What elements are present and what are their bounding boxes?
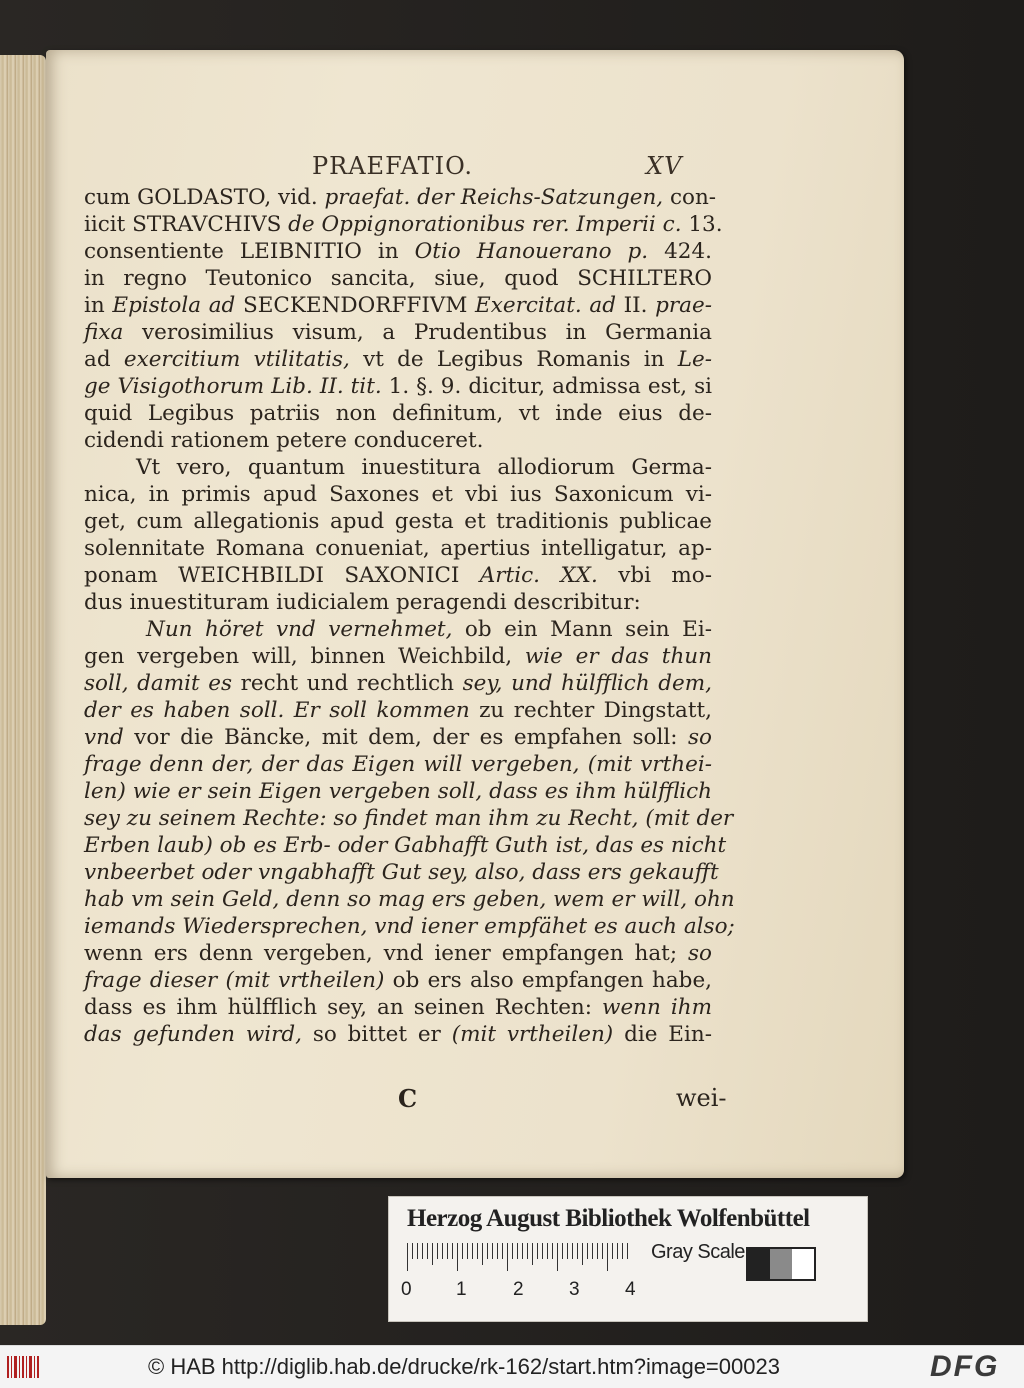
text-segment: wie er das thun: [524, 644, 712, 669]
text-line: [84, 724, 712, 751]
text-segment: recht und rechtlich: [232, 671, 463, 696]
ruler-tick: [497, 1243, 498, 1259]
text-segment: len) wie er sein Eigen vergeben soll, dass es ihm hülfflich: [84, 779, 712, 804]
ruler-tick: [442, 1243, 443, 1259]
ruler-tick: [592, 1243, 593, 1259]
text-segment: praefat. der Reichs-Satzungen,: [324, 185, 664, 210]
text-segment: ponam WEICHBILDI SAXONICI: [84, 563, 480, 588]
text-segment: sey zu seinem Rechte: so findet man ihm zu Recht, (mit der: [84, 806, 734, 831]
book-page: [46, 50, 904, 1178]
ruler-tick: [582, 1243, 583, 1265]
text-segment: quid Legibus patriis non definitum, vt inde eius de-: [84, 401, 712, 426]
text-segment: consentiente LEIBNITIO in: [84, 239, 415, 264]
text-line: [84, 481, 712, 508]
ruler-tick: [542, 1243, 543, 1259]
text-segment: iicit STRAVCHIVS: [84, 212, 289, 237]
text-segment: solennitate Romana conueniat, apertius intelligatur, ap-: [84, 536, 712, 561]
text-segment: ad: [84, 347, 124, 372]
ruler-tick: [417, 1243, 418, 1259]
ruler-tick: [452, 1243, 453, 1259]
text-line: [84, 211, 723, 238]
ruler-tick: [547, 1243, 548, 1259]
text-segment: nica, in primis apud Saxones et vbi ius Saxonicum vi-: [84, 482, 712, 507]
signature-mark: C: [398, 1084, 418, 1113]
text-segment: get, cum allegationis apud gesta et traditionis publicae: [84, 509, 712, 534]
ruler-tick: [527, 1243, 528, 1259]
running-head-title: PRAEFATIO.: [312, 152, 474, 180]
ruler-tick: [507, 1243, 508, 1271]
text-line: [84, 589, 712, 616]
text-segment: fixa: [84, 320, 124, 345]
text-segment: II.: [615, 293, 656, 318]
text-segment: frage denn der, der das Eigen will vergeben, (mit vrthei-: [84, 752, 712, 777]
text-line: [84, 1021, 712, 1048]
text-segment: 1. §. 9. dicitur, admissa est, si: [381, 374, 712, 399]
ruler-tick: [587, 1243, 588, 1259]
text-segment: Nun höret vnd vernehmet,: [146, 617, 453, 642]
text-segment: sey, und hülfflich dem,: [462, 671, 712, 696]
text-segment: so: [688, 725, 712, 750]
text-line: [84, 400, 712, 427]
gray-swatch: [748, 1249, 770, 1279]
text-segment: vt de Legibus Romanis in: [349, 347, 678, 372]
text-line: [84, 778, 712, 805]
text-segment: wenn ers denn vergeben, vnd iener empfangen hat;: [84, 941, 689, 966]
text-segment: wenn ihm: [602, 995, 713, 1020]
text-segment: Epistola ad: [112, 293, 236, 318]
text-segment: die Ein-: [613, 1022, 712, 1047]
text-segment: 424.: [648, 239, 712, 264]
gray-scale-swatches: [746, 1247, 816, 1281]
text-line: [84, 994, 712, 1021]
ruler-tick: [447, 1243, 448, 1259]
ruler-tick: [472, 1243, 473, 1259]
ruler-tick: [492, 1243, 493, 1259]
scale-numbers: [401, 1279, 641, 1303]
text-line: [84, 292, 712, 319]
text-line: [84, 346, 712, 373]
text-segment: Erben laub) ob es Erb- oder Gabhafft Guth ist, das es nicht: [84, 833, 727, 858]
text-line: [84, 859, 719, 886]
barcode-icon: [6, 1354, 42, 1380]
ruler-tick: [577, 1243, 578, 1259]
text-line: [84, 508, 712, 535]
text-line: [84, 238, 712, 265]
page-number: XV: [646, 152, 683, 180]
signature-line: [46, 1084, 904, 1112]
text-line: [84, 643, 712, 670]
ruler-tick: [562, 1243, 563, 1259]
ruler-tick: [602, 1243, 603, 1259]
ruler-tick: [572, 1243, 573, 1259]
stacked-page-edges: [0, 55, 46, 1325]
text-segment: prae-: [655, 293, 712, 318]
text-segment: exercitium vtilitatis,: [123, 347, 350, 372]
ruler-tick: [422, 1243, 423, 1259]
text-line: [84, 886, 735, 913]
ruler-tick: [502, 1243, 503, 1259]
ruler-tick: [597, 1243, 598, 1259]
scale-number: 4: [625, 1279, 636, 1300]
ruler-tick: [612, 1243, 613, 1259]
text-segment: verosimilius visum, a Prudentibus in Germania: [123, 320, 712, 345]
text-segment: soll, damit es: [84, 671, 233, 696]
ruler-tick: [627, 1243, 628, 1259]
text-segment: frage dieser (mit vrtheilen): [84, 968, 385, 993]
text-segment: in: [84, 293, 113, 318]
text-segment: dus inuestituram iudicialem peragendi describitur:: [84, 590, 641, 615]
text-segment: hab vm sein Geld, denn so mag ers geben, wem er will, ohn: [84, 887, 735, 912]
text-segment: ob ein Mann sein Ei-: [452, 617, 712, 642]
text-segment: cum GOLDASTO, vid.: [84, 185, 325, 210]
text-segment: 13.: [681, 212, 723, 237]
text-segment: so bittet er: [301, 1022, 452, 1047]
ruler-tick: [617, 1243, 618, 1259]
text-segment: Artic. XX.: [479, 563, 598, 588]
text-line: [84, 670, 712, 697]
text-segment: vor die Bäncke, mit dem, der es empfahen soll:: [123, 725, 689, 750]
running-head: [46, 152, 904, 182]
scale-ruler: [407, 1243, 627, 1271]
body-text: [84, 184, 735, 1048]
ruler-tick: [557, 1243, 558, 1271]
text-line: [84, 751, 712, 778]
scale-number: 0: [401, 1279, 412, 1300]
gray-swatch: [792, 1249, 814, 1279]
text-segment: so: [688, 941, 712, 966]
text-segment: der es haben soll. Er soll kommen: [84, 698, 470, 723]
ruler-tick: [622, 1243, 623, 1259]
text-segment: (mit vrtheilen): [451, 1022, 614, 1047]
text-segment: Exercitat. ad: [475, 293, 616, 318]
text-line: [84, 832, 727, 859]
library-name: Herzog August Bibliothek Wolfenbüttel: [407, 1205, 810, 1232]
text-segment: con-: [663, 185, 717, 210]
ruler-tick: [412, 1243, 413, 1259]
text-line: [84, 454, 712, 481]
text-line: [84, 562, 712, 589]
footer-bar: [0, 1345, 1024, 1388]
ruler-tick: [482, 1243, 483, 1265]
text-segment: Le-: [677, 347, 713, 372]
catchword: wei-: [676, 1084, 727, 1112]
text-line: [84, 940, 712, 967]
ruler-tick: [512, 1243, 513, 1259]
ruler-tick: [567, 1243, 568, 1259]
text-segment: cidendi rationem petere conduceret.: [84, 428, 484, 453]
dfg-logo: DFG: [930, 1350, 1000, 1383]
text-line: [84, 805, 734, 832]
scale-number: 2: [513, 1279, 524, 1300]
text-line: [84, 616, 712, 643]
scale-number: 1: [456, 1279, 467, 1300]
ruler-tick: [437, 1243, 438, 1259]
text-segment: ge Visigothorum Lib. II. tit.: [84, 374, 382, 399]
ruler-tick: [462, 1243, 463, 1259]
text-segment: zu rechter Dingstatt,: [469, 698, 712, 723]
text-segment: in regno Teutonico sancita, siue, quod SCHILTERO: [84, 266, 712, 291]
ruler-tick: [467, 1243, 468, 1259]
ruler-tick: [432, 1243, 433, 1265]
ruler-tick: [517, 1243, 518, 1259]
ruler-tick: [427, 1243, 428, 1259]
ruler-tick: [537, 1243, 538, 1259]
text-segment: gen vergeben will, binnen Weichbild,: [84, 644, 525, 669]
gray-scale-label: Gray Scale: [651, 1241, 745, 1263]
ruler-tick: [407, 1243, 408, 1271]
text-segment: dass es ihm hülfflich sey, an seinen Rechten:: [84, 995, 603, 1020]
text-segment: ob ers also empfangen habe,: [384, 968, 713, 993]
text-line: [84, 913, 735, 940]
text-line: [84, 427, 712, 454]
text-line: [84, 373, 712, 400]
text-line: [84, 319, 712, 346]
text-segment: vnbeerbet oder vngabhafft Gut sey, also, dass ers gekaufft: [84, 860, 719, 885]
text-segment: de Oppignorationibus rer. Imperii c.: [288, 212, 682, 237]
text-segment: vbi mo-: [597, 563, 712, 588]
text-line: [84, 535, 712, 562]
text-line: [84, 184, 717, 211]
ruler-tick: [477, 1243, 478, 1259]
ruler-tick: [607, 1243, 608, 1271]
text-line: [84, 265, 712, 292]
ruler-tick: [457, 1243, 458, 1271]
gray-swatch: [770, 1249, 792, 1279]
text-segment: iemands Wiedersprechen, vnd iener empfähet es auch also;: [84, 914, 735, 939]
ruler-tick: [552, 1243, 553, 1259]
library-color-card: [388, 1196, 868, 1322]
text-segment: Otio Hanouerano p.: [414, 239, 649, 264]
text-line: [84, 697, 712, 724]
ruler-tick: [532, 1243, 533, 1265]
text-segment: SECKENDORFFIVM: [235, 293, 476, 318]
copyright-url[interactable]: © HAB http://diglib.hab.de/drucke/rk-162/start.htm?image=00023: [148, 1354, 780, 1379]
text-line: [84, 967, 712, 994]
ruler-tick: [522, 1243, 523, 1259]
text-segment: vnd: [84, 725, 124, 750]
text-segment: Vt vero, quantum inuestitura allodiorum Germa-: [136, 455, 712, 480]
ruler-tick: [487, 1243, 488, 1259]
scale-number: 3: [569, 1279, 580, 1300]
text-segment: das gefunden wird,: [84, 1022, 302, 1047]
